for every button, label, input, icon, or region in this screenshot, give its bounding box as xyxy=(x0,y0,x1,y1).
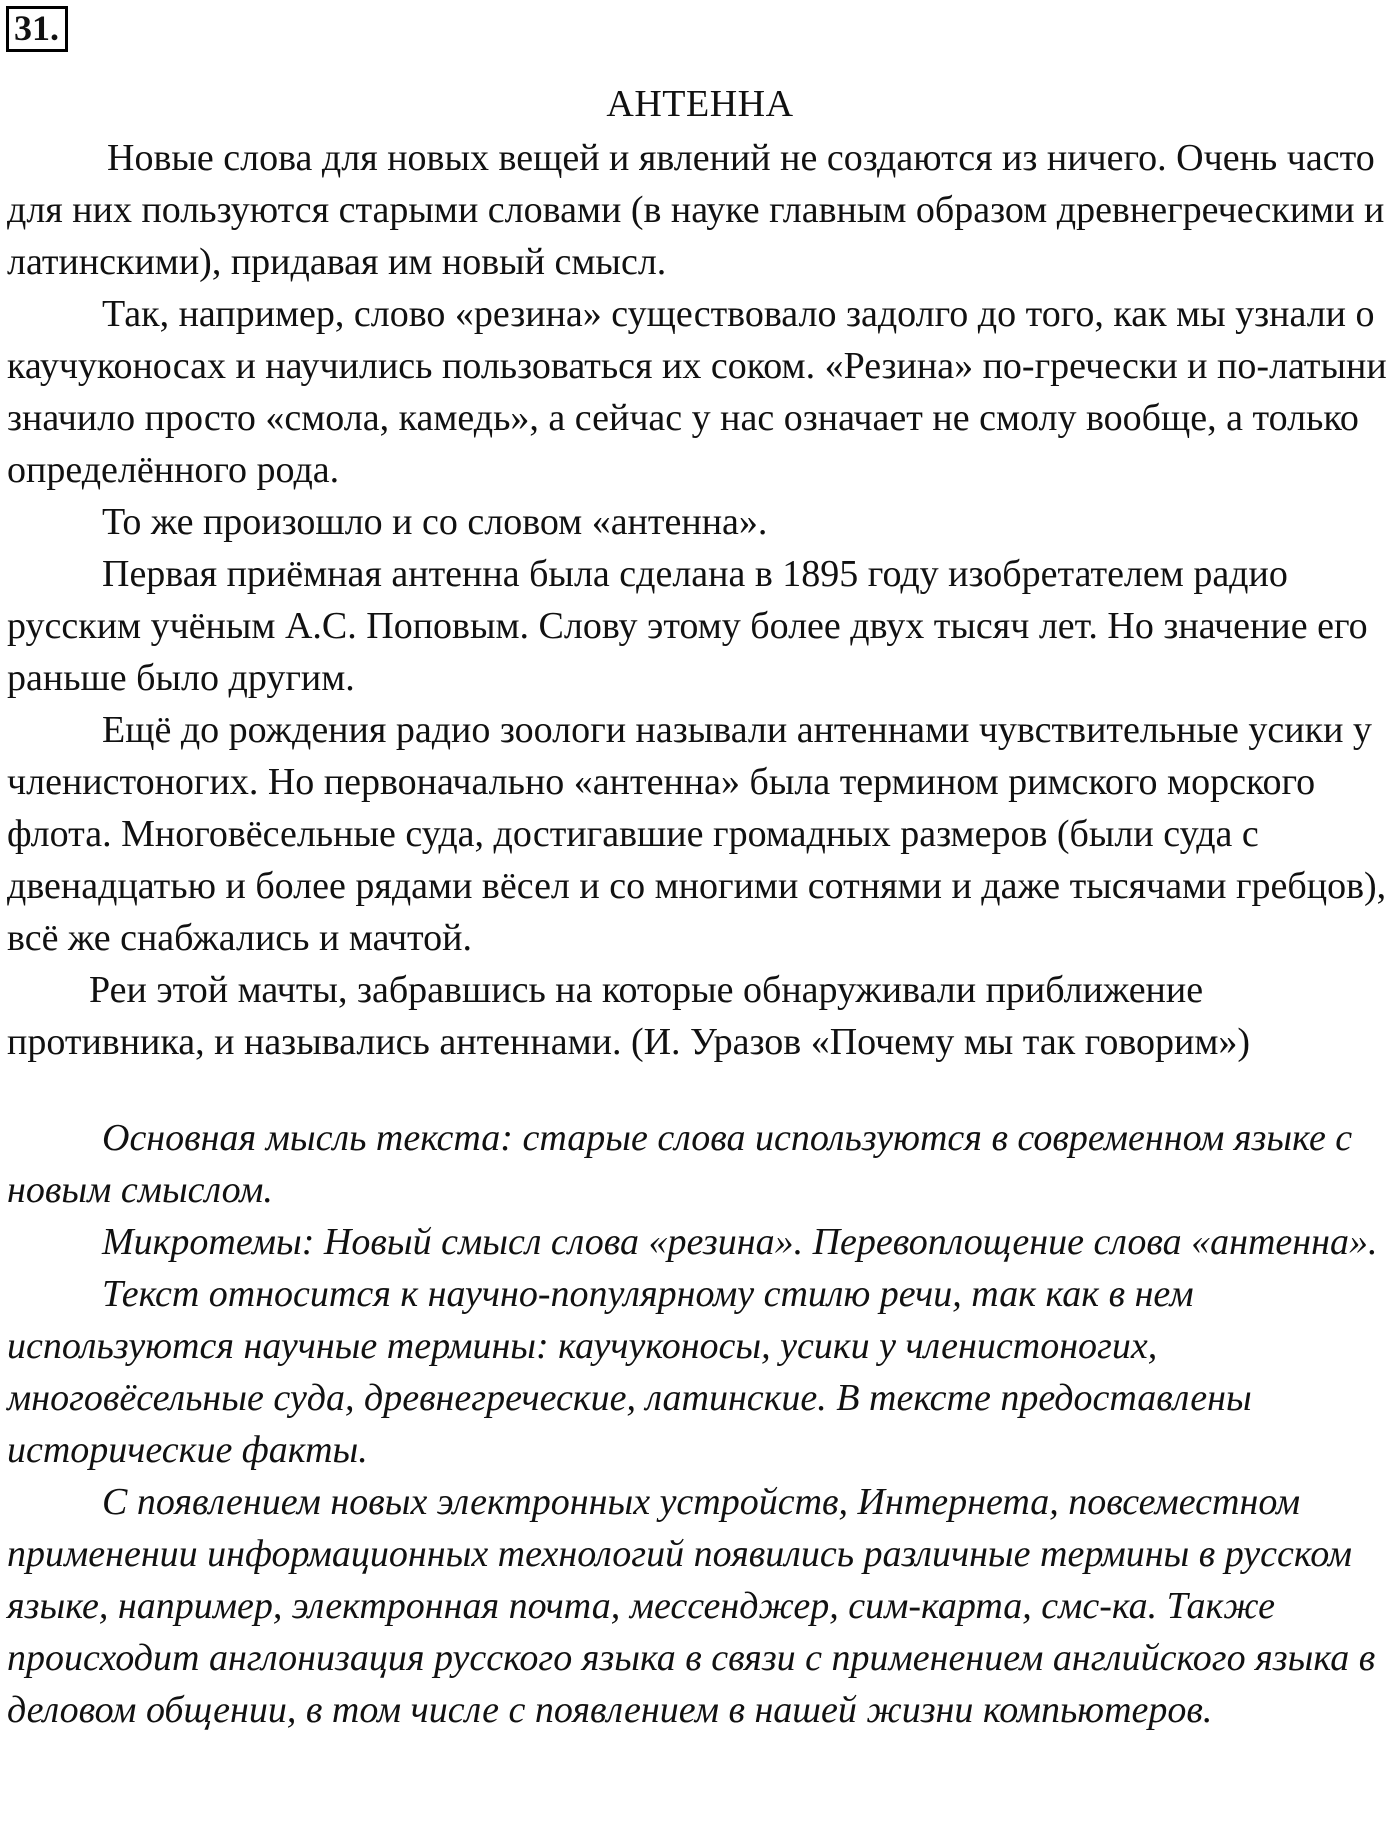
text-paragraph: Новые слова для новых вещей и явлений не создаются из ничего. Очень часто для них пользуются старыми словами (в науке главным образом древнегреческими и латинскими), придавая им новый смысл. xyxy=(7,137,1385,283)
text-paragraph: Ещё до рождения радио зоологи называли антеннами чувствительные усики у членистоногих. Но первоначально «антенна» была термином римского морского флота. Многовёсельные суда, достигавшие громадных размеров (были суда с двенадцатью и более рядами вёсел и со многими сотнями и даже тысячами гребцов), всё же снабжались и мачтой. xyxy=(7,709,1387,959)
task-number: 31. xyxy=(6,6,68,52)
main-idea: Основная мысль текста: старые слова используются в современном языке с новым смыслом. xyxy=(7,1117,1353,1211)
text-paragraph: Так, например, слово «резина» существовало задолго до того, как мы узнали о каучуконосах и научились пользоваться их соком. «Резина» по-гречески и по-латыни значило просто «смола, камедь», а сейчас у нас означает не смолу вообще, а только определённого рода. xyxy=(7,293,1387,491)
commentary: С появлением новых электронных устройств, Интернета, повсеместном применении информационных технологий появились различные термины в русском языке, например, электронная почта, мессенджер, сим-карта, смс-ка. Также происходит англонизация русского языка в связи с применением английского языка в деловом общении, в том числе с появлением в нашей жизни компьютеров. xyxy=(7,1481,1376,1731)
text-paragraph: То же произошло и со словом «антенна». xyxy=(102,501,768,543)
text-analysis xyxy=(7,1112,1397,1736)
source-text xyxy=(7,132,1397,1068)
microthemes: Микротемы: Новый смысл слова «резина». Перевоплощение слова «антенна». xyxy=(102,1221,1378,1263)
text-paragraph: Первая приёмная антенна была сделана в 1895 году изобретателем радио русским учёным А.С. Поповым. Слову этому более двух тысяч лет. Но значение его раньше было другим. xyxy=(7,553,1368,699)
text-paragraph: Реи этой мачты, забравшись на которые обнаруживали приближение противника, и назывались антеннами. (И. Уразов «Почему мы так говорим») xyxy=(7,969,1251,1063)
style-analysis: Текст относится к научно-популярному стилю речи, так как в нем используются научные термины: каучуконосы, усики у членистоногих, многовёсельные суда, древнегреческие, латинские. В тексте предоставлены исторические факты. xyxy=(7,1273,1252,1471)
text-title: АНТЕННА xyxy=(606,83,794,125)
